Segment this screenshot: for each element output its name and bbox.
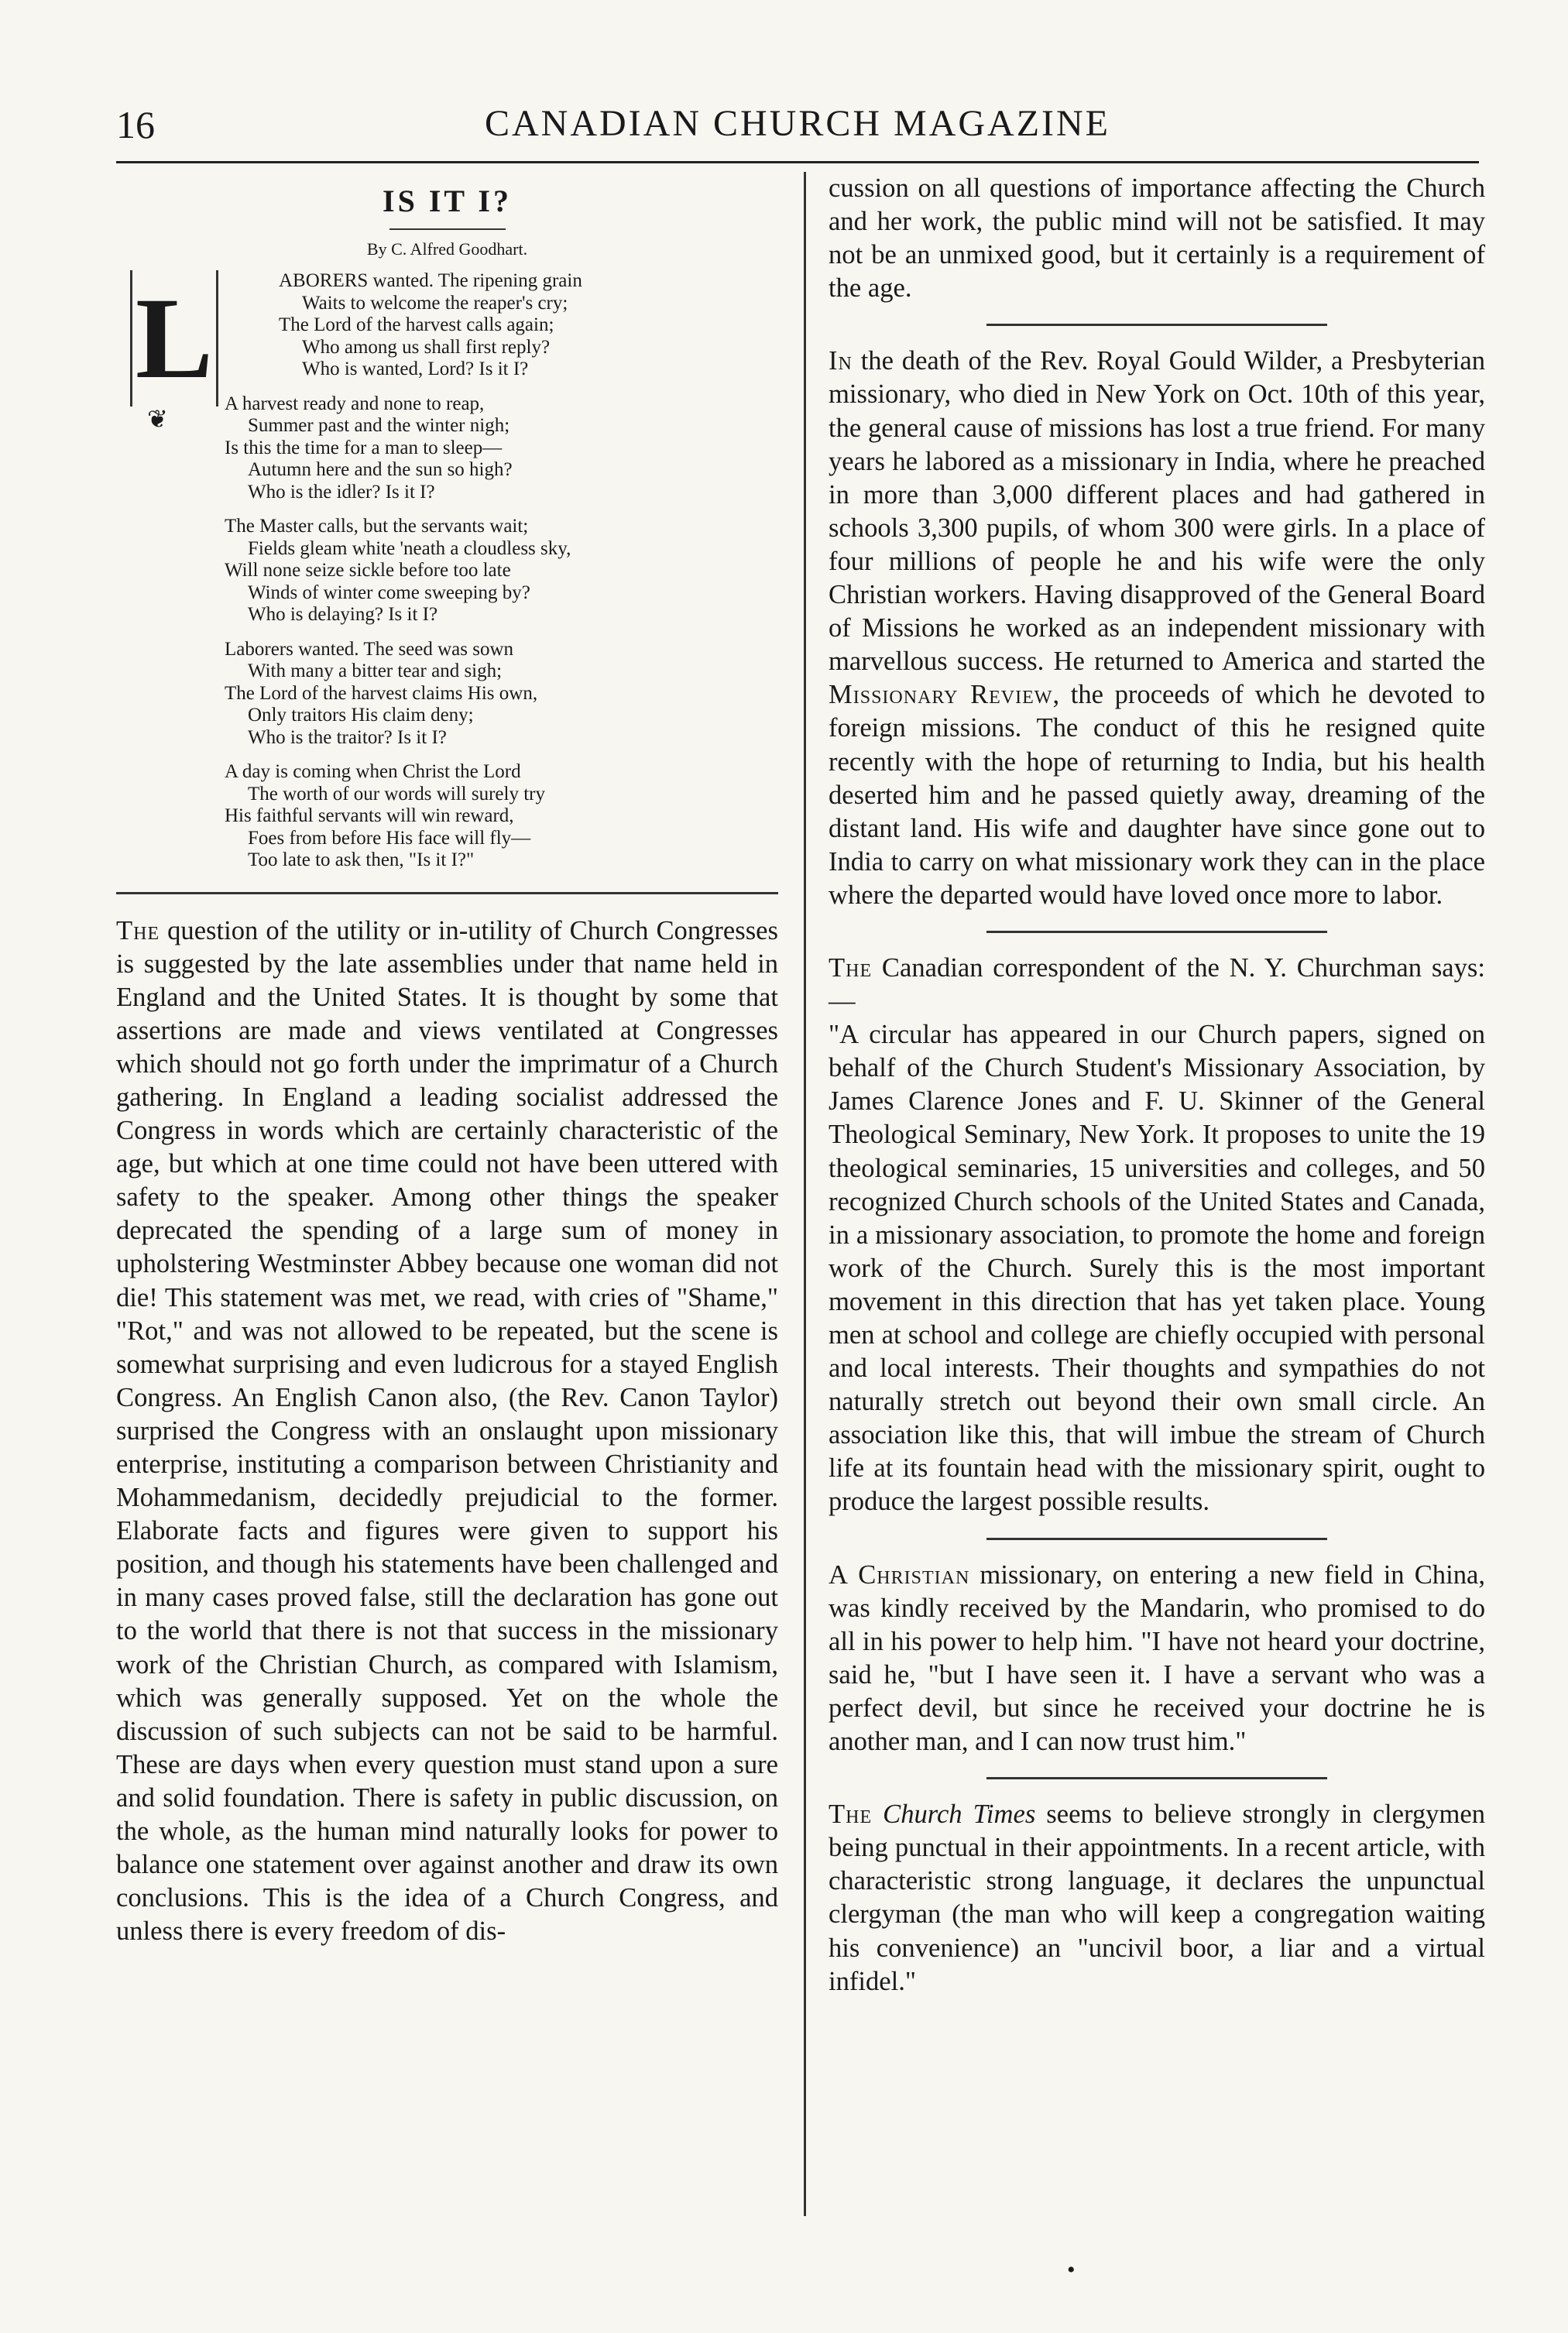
article-lead-word: A Christian bbox=[829, 1559, 970, 1590]
poem-stanza bbox=[116, 516, 778, 626]
article-text: , the proceeds of which he devoted to foreign missions. The conduct of this he resigned quite recently with the hope of returning to India, but his health deserted him and he passed quietly away, dreaming of the distant land. His wife and daughter have since gone out to India to carry on what missionary work they can in the place where the departed would have loved once more to labor. bbox=[829, 680, 1485, 910]
poem-stanza bbox=[116, 393, 778, 504]
article-wilder bbox=[829, 345, 1485, 912]
poem-line: Will none seize sickle before too late bbox=[225, 560, 511, 581]
poem-line: The Lord of the harvest calls again; bbox=[279, 314, 554, 335]
poem-line: With many a bitter tear and sigh; bbox=[248, 660, 503, 681]
poem-line: Waits to welcome the reaper's cry; bbox=[302, 292, 568, 314]
poem-line: Who is the traitor? Is it I? bbox=[248, 726, 447, 748]
title-rule bbox=[389, 228, 506, 230]
poem-stanza bbox=[116, 761, 778, 872]
poem-line: Who is delaying? Is it I? bbox=[248, 604, 438, 625]
section-rule bbox=[986, 1777, 1327, 1779]
section-rule bbox=[986, 324, 1327, 326]
article-lead-word: The bbox=[829, 1799, 873, 1830]
article-church-congresses bbox=[116, 914, 778, 1949]
left-column bbox=[116, 172, 778, 1948]
poem-line: Summer past and the winter nigh; bbox=[248, 415, 510, 436]
magazine-title: CANADIAN CHURCH MAGAZINE bbox=[485, 103, 1110, 144]
poem-line: Fields gleam white 'neath a cloudless sky, bbox=[248, 537, 571, 559]
poem-line: His faithful servants will win reward, bbox=[225, 805, 514, 826]
ornament-dot: • bbox=[1067, 2257, 1076, 2283]
poem-line: Laborers wanted. The seed was sown bbox=[225, 638, 514, 660]
poem-line: Too late to ask then, "Is it I?" bbox=[248, 849, 475, 870]
church-times-name: Church Times bbox=[883, 1799, 1036, 1830]
poem-line: The Master calls, but the servants wait; bbox=[225, 516, 529, 537]
poem-stanza bbox=[116, 639, 778, 750]
article-text: seems to believe strongly in clergymen being punctual in their appointments. In a recent article, with characteristic strong language, it declares the unpunctual clergyman (the man who will keep a congregation waiting his convenience) an "uncivil boor, a liar and a virtual infidel." bbox=[829, 1799, 1485, 1996]
section-rule bbox=[116, 892, 778, 894]
page-header bbox=[116, 102, 1479, 149]
header-rule bbox=[116, 161, 1479, 163]
poem-line: The Lord of the harvest claims His own, bbox=[225, 682, 538, 704]
section-rule bbox=[986, 1538, 1327, 1540]
poem-line: Who is wanted, Lord? Is it I? bbox=[302, 359, 529, 379]
poem-line: Only traitors His claim deny; bbox=[248, 705, 474, 726]
poem bbox=[116, 270, 778, 872]
poem-line: ABORERS wanted. The ripening grain bbox=[279, 270, 582, 291]
poem-line: The worth of our words will surely try bbox=[248, 783, 545, 805]
poem-line: Autumn here and the sun so high? bbox=[248, 459, 513, 480]
column-divider bbox=[804, 172, 806, 2216]
poem-line: Who among us shall first reply? bbox=[302, 336, 551, 358]
article-text: Canadian correspondent of the N. Y. Churchman says:— bbox=[829, 952, 1485, 1017]
poem-line: Who is the idler? Is it I? bbox=[248, 481, 435, 503]
article-china bbox=[829, 1559, 1485, 1759]
missionary-review-name: Missionary Review bbox=[829, 680, 1053, 710]
poem-line: A day is coming when Christ the Lord bbox=[225, 761, 521, 782]
section-rule bbox=[986, 931, 1327, 933]
poem-title: IS IT I? bbox=[383, 184, 512, 218]
poem-line: Winds of winter come sweeping by? bbox=[248, 582, 530, 603]
poem-line: A harvest ready and none to reap, bbox=[225, 393, 485, 414]
page-number: 16 bbox=[116, 103, 155, 146]
article-lead-word: The bbox=[116, 915, 160, 945]
poem-byline: By C. Alfred Goodhart. bbox=[366, 239, 528, 259]
article-lead-word: In bbox=[829, 346, 853, 376]
dropcap-letter: L bbox=[130, 270, 218, 407]
article-text: missionary, on entering a new field in China, was kindly received by the Mandarin, who promised to do all in his power to help him. "I have not heard your doctrine, said he, "but I have seen it. I have a servant who was a perfect devil, but since he received your doctrine he is another man, and I can now trust him." bbox=[829, 1559, 1485, 1757]
article-churchman bbox=[829, 952, 1485, 1018]
ornament-icon: ❦ bbox=[147, 405, 168, 433]
poem-line: Foes from before His face will fly— bbox=[248, 827, 531, 849]
right-column bbox=[829, 172, 1485, 1998]
article-church-times bbox=[829, 1798, 1485, 1998]
poem-line: Is this the time for a man to sleep— bbox=[225, 437, 503, 458]
article-text: question of the utility or in-utility of Church Congresses is suggested by the late assemblies under that name held in England and the United States. It is thought by some that assertions are made and views ventilated at Congresses which should not go forth under the imprimatur of a Church gathering. In England a leading socialist addressed the Congress in words which are certainly characteristic of the age, but which at one time could not have been uttered with safety to the speaker. Among other things the speaker deprecated the spending of a large sum of money in upholstering Westminster Abbey because one woman did not die! This statement was met, we read, with cries of "Shame," "Rot," and was not allowed to be repeated, but the scene is somewhat surprising and even ludicrous for a stayed English Congress. An English Canon also, (the Rev. Canon Taylor) surprised the Congress with an onslaught upon missionary enterprise, instituting a comparison between Christianity and Mohammedanism, decidedly prejudicial to the former. Elaborate facts and figures were given to support his position, and though his statements have been challenged and in many cases proved false, still the declaration has gone out to the world that there is not that success in the missionary work of the Christian Church, as compared with Islamism, which was generally supposed. Yet on the whole the discussion of such subjects can not be said to be harmful. These are days when every question must stand upon a sure and solid foundation. There is safety in public discussion, on the whole, as the human mind naturally looks for power to balance one statement over against another and draw its own conclusions. This is the idea of a Church Congress, and unless there is every freedom of dis- bbox=[116, 915, 778, 1947]
article-lead-word: The bbox=[829, 952, 873, 983]
article-continuation: cussion on all questions of importance affecting the Church and her work, the public mind will not be satisfied. It may not be an unmixed good, but it certainly is a requirement of the age. bbox=[829, 173, 1485, 304]
article-text: the death of the Rev. Royal Gould Wilder, a Presbyterian missionary, who died in New York on Oct. 10th of this year, the general cause of missions has lost a true friend. For many years he labored as a missionary in India, where he preached in more than 3,000 different places and had gathered in schools 3,300 pupils, of whom 300 were girls. In a place of four millions of people he and his wife were the only Christian workers. Having disapproved of the General Board of Missions he worked as an independent missionary with marvellous success. He returned to America and started the bbox=[829, 346, 1485, 677]
article-churchman-quote: "A circular has appeared in our Church papers, signed on behalf of the Church Student's Missionary Association, by James Clarence Jones and F. U. Skinner of the General Theological Seminary, New York. It proposes to unite the 19 theological seminaries, 15 universities and colleges, and 50 recognized Church schools of the United States and Canada, in a missionary association, to promote the home and foreign work of the Church. Surely this is the most important movement in this direction that has yet taken place. Young men at school and college are chiefly occupied with personal and local interests. Their thoughts and sympathies do not naturally stretch out beyond their own small circle. An association like this, that will imbue the stream of Church life at its fountain head with the missionary spirit, ought to produce the largest possible results. bbox=[829, 1020, 1485, 1517]
